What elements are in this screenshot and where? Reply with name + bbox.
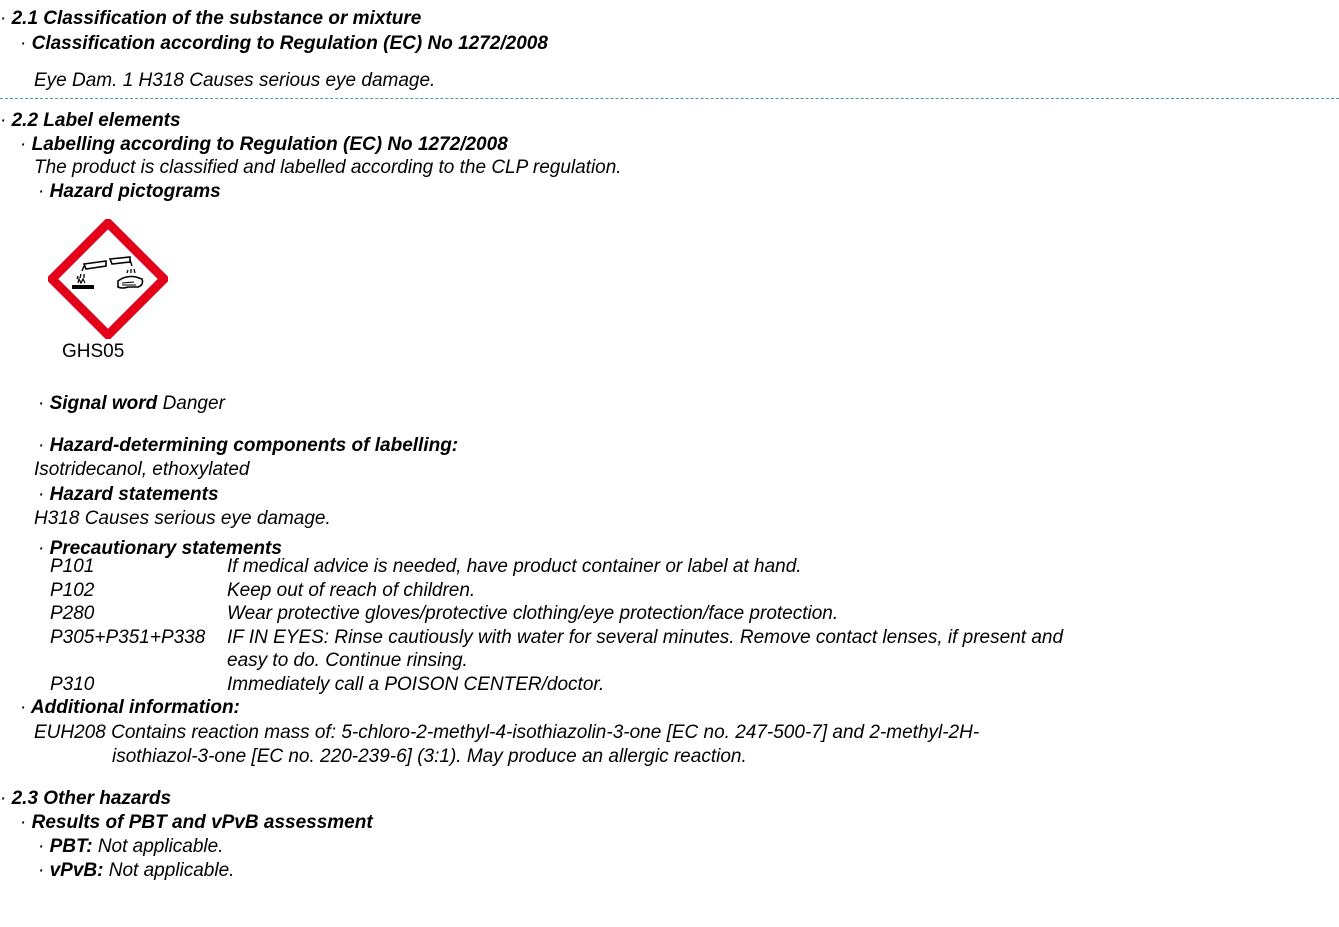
additional-info-heading: · Additional information: bbox=[20, 697, 240, 718]
section-2-1-title: · 2.1 Classification of the substance or mixture bbox=[0, 8, 422, 29]
euh-code: EUH208 bbox=[34, 722, 106, 743]
hazard-pictograms-heading: · Hazard pictograms bbox=[38, 181, 221, 202]
hazard-statement: H318 Causes serious eye damage. bbox=[34, 508, 331, 529]
precaution-text: Immediately call a POISON CENTER/doctor. bbox=[227, 674, 605, 695]
precaution-code: P280 bbox=[50, 603, 95, 624]
pbt-assessment: · PBT: Not applicable. bbox=[38, 836, 224, 857]
clp-text: The product is classified and labelled according to the CLP regulation. bbox=[34, 157, 622, 178]
section-2-1-subtitle: · Classification according to Regulation (EC) No 1272/2008 bbox=[20, 33, 548, 54]
precaution-text: Keep out of reach of children. bbox=[227, 580, 476, 601]
signal-word: · Signal word Danger bbox=[38, 393, 225, 414]
components-heading: · Hazard-determining components of labelling: bbox=[38, 435, 459, 456]
precaution-text: If medical advice is needed, have product container or label at hand. bbox=[227, 556, 802, 577]
classification-text: Eye Dam. 1 H318 Causes serious eye damage. bbox=[34, 70, 436, 91]
euh-statement bbox=[34, 722, 979, 744]
section-2-3-subtitle: · Results of PBT and vPvB assessment bbox=[20, 812, 373, 833]
precaution-code: P101 bbox=[50, 556, 95, 577]
precaution-code: P102 bbox=[50, 580, 95, 601]
section-2-2-subtitle: · Labelling according to Regulation (EC) No 1272/2008 bbox=[20, 134, 508, 155]
section-2-3-title: · 2.3 Other hazards bbox=[0, 788, 172, 809]
section-2-2-title: · 2.2 Label elements bbox=[0, 110, 181, 131]
pictogram-label: GHS05 bbox=[62, 341, 125, 362]
corrosion-icon bbox=[48, 219, 168, 339]
precautionary-heading: · Precautionary statements bbox=[38, 538, 282, 559]
precaution-code: P310 bbox=[50, 674, 95, 695]
section-separator bbox=[0, 98, 1339, 99]
precaution-text-continued: easy to do. Continue rinsing. bbox=[227, 650, 468, 671]
precaution-text: IF IN EYES: Rinse cautiously with water for several minutes. Remove contact lenses, if present and bbox=[227, 627, 1064, 648]
precaution-code: P305+P351+P338 bbox=[50, 627, 206, 648]
vpvb-assessment: · vPvB: Not applicable. bbox=[38, 860, 235, 881]
precaution-text: Wear protective gloves/protective clothing/eye protection/face protection. bbox=[227, 603, 839, 624]
euh-text-continued: isothiazol-3-one [EC no. 220-239-6] (3:1). May produce an allergic reaction. bbox=[112, 746, 747, 767]
euh-text: Contains reaction mass of: 5-chloro-2-methyl-4-isothiazolin-3-one [EC no. 247-500-7] and 2-methyl-2H- bbox=[111, 722, 980, 743]
hazard-statements-heading: · Hazard statements bbox=[38, 484, 219, 505]
components-value: Isotridecanol, ethoxylated bbox=[34, 459, 250, 480]
